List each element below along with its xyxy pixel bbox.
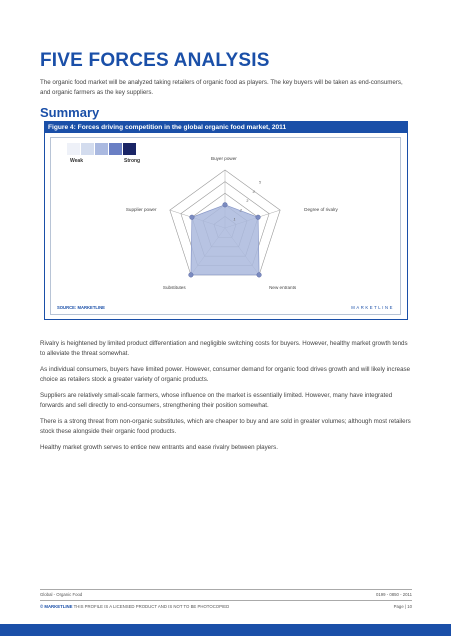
radar-scale-label: 3: [246, 198, 249, 204]
paragraph-suppliers: Suppliers are relatively small-scale farmers, whose influence on the market is essentially limited. However, many have integrated forwards and sell directly to end-consumers, strengthening their position somewhat.: [40, 392, 393, 410]
radar-axis-label: Supplier power: [125, 207, 157, 213]
paragraph-rivalry: Rivalry is heightened by limited product differentiation and negligible switching costs for buyers. However, healthy market growth tends to alleviate the threat somewhat.: [40, 340, 408, 358]
paragraph-buyers: As individual consumers, buyers have limited power. However, consumer demand for organic food drives growth and will likely increase choice as retailers stock a greater variety of organic products.: [40, 366, 411, 384]
figure-source: SOURCE: MARKETLINE: [57, 305, 105, 310]
radar-chart: [51, 138, 402, 316]
radar-data-area: [191, 205, 259, 275]
footer-report-code: 0199 - 0850 - 2011: [376, 592, 412, 597]
paragraph-substitutes: There is a strong threat from non-organic substitutes, which are cheaper to buy and are sold in greater volumes; although most retailers stock these alongside their organic food products.: [40, 418, 411, 436]
radar-scale-label: 4: [252, 188, 255, 194]
radar-scale-label: 5: [258, 179, 262, 185]
figure-brand: MARKETLINE: [351, 305, 394, 310]
radar-scale-label: 2: [239, 207, 242, 213]
radar-axis-label: Degree of rivalry: [304, 207, 338, 213]
radar-data-point: [223, 203, 228, 208]
legend-weak-label: Weak: [70, 158, 83, 164]
bottom-bar: [0, 624, 451, 636]
radar-data-point: [190, 215, 195, 220]
figure-title: Figure 4: Forces driving competition in the global organic food market, 2011: [45, 122, 407, 133]
radar-scale-label: 1: [233, 216, 236, 222]
footer-license-text: THIS PROFILE IS A LICENSED PRODUCT AND IS NOT TO BE PHOTOCOPIED: [72, 604, 230, 609]
footer-page-number: Page | 10: [393, 604, 412, 609]
paragraph-new-entrants: Healthy market growth serves to entice new entrants and ease rivalry between players.: [40, 444, 278, 451]
footer-divider: [40, 600, 412, 601]
figure-panel: [50, 137, 401, 315]
footer-license: [40, 604, 229, 609]
radar-axis-label: New entrants: [269, 284, 297, 290]
footer-report-name: Global - Organic Food: [40, 592, 83, 597]
legend-strong-label: Strong: [124, 158, 141, 164]
radar-data-point: [256, 215, 261, 220]
figure: [44, 121, 408, 320]
footer-divider: [40, 589, 412, 590]
footer-brand: © MARKETLINE: [40, 604, 73, 609]
section-title: Summary: [40, 105, 100, 120]
radar-axis-label: Substitutes: [162, 284, 186, 290]
page-title: FIVE FORCES ANALYSIS: [40, 50, 270, 71]
intro-paragraph: The organic food market will be analyzed taking retailers of organic food as players. The key buyers will be taken as end-consumers, and organic farmers as the key suppliers.: [40, 79, 403, 96]
radar-axis-label: Buyer power: [211, 156, 237, 161]
radar-data-point: [189, 273, 194, 278]
radar-data-point: [257, 273, 262, 278]
